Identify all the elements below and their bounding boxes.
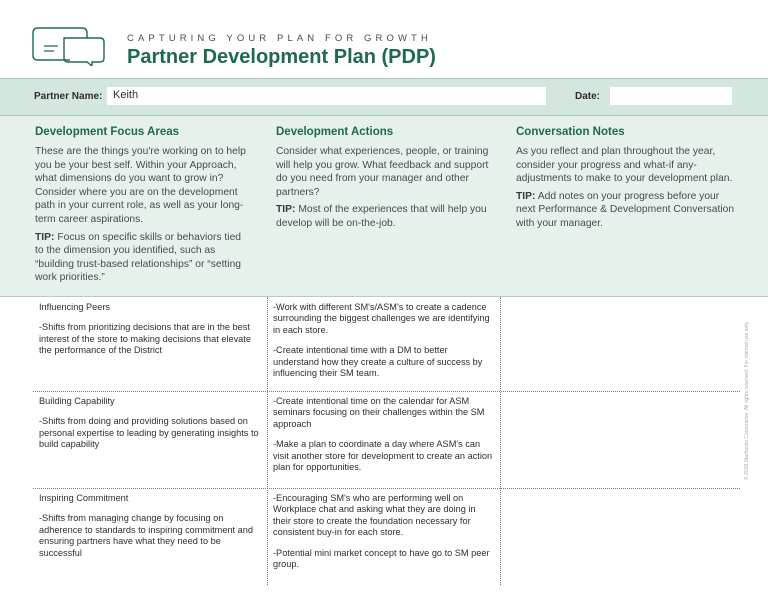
action-item: -Encouraging SM's who are performing well on Workplace chat and asking what they are doing in their store to create the foundation necessary for consistent buy-in for each store. <box>273 493 476 538</box>
action-item: -Create intentional time with a DM to better understand how they create a culture of success by influencing their SM team. <box>273 345 483 379</box>
focus-area-title: Inspiring Commitment <box>39 493 129 503</box>
tip-label: TIP: <box>35 231 55 243</box>
actions-tip <box>276 203 494 230</box>
focus-area-cell[interactable] <box>39 396 261 460</box>
focus-areas-heading: Development Focus Areas <box>35 126 180 138</box>
tip-text: Focus on specific skills or behaviors tied to the dimension you identified, such as “building trust-based relationships” or “setting work priorities.” <box>35 231 242 284</box>
action-item: -Work with different SM's/ASM's to create a cadence surrounding the biggest challenges we are identifying in each store. <box>273 302 490 335</box>
focus-area-detail: -Shifts from prioritizing decisions that are in the best interest of the store to making decisions that elevate the performance of the District <box>39 322 251 356</box>
tip-label: TIP: <box>516 190 536 202</box>
actions-heading: Development Actions <box>276 126 394 138</box>
logo-icon <box>30 24 108 66</box>
focus-area-title: Influencing Peers <box>39 302 110 312</box>
focus-areas-tip <box>35 231 250 285</box>
tip-label: TIP: <box>276 204 296 216</box>
plan-grid <box>0 297 768 594</box>
actions-body: Consider what experiences, people, or training will help you grow. What feedback and support do you need from your manager and other partners? <box>276 146 489 198</box>
partner-name-field[interactable]: Keith <box>107 87 546 105</box>
notes-tip <box>516 190 736 231</box>
partner-name-label: Partner Name: <box>34 91 103 102</box>
action-item: -Potential mini market concept to have go to SM peer group. <box>273 547 490 570</box>
focus-area-detail: -Shifts from managing change by focusing on adherence to standards to inspiring commitment and ensuring partners have what they need to be successful <box>39 513 253 558</box>
focus-area-title: Building Capability <box>39 396 115 406</box>
action-item: -Make a plan to coordinate a day where ASM's can visit another store for development to create an action plan for opportunities. <box>273 439 493 473</box>
actions-cell[interactable] <box>273 396 495 482</box>
actions-cell[interactable] <box>273 302 495 388</box>
actions-cell[interactable] <box>273 493 495 579</box>
plan-row <box>0 488 768 582</box>
notes-body: As you reflect and plan throughout the year, consider your progress and what-if any-adjustments to make to your development plan. <box>516 146 733 185</box>
focus-areas-body: These are the things you're working on to help you be your best self. Within your Approach, what dimensions do you want to grow in? Consider where you are on the development path in your current role, as well as your long- term career aspirations. <box>35 146 246 225</box>
focus-area-detail: -Shifts from doing and providing solutions based on personal expertise to leading by generating insights to build capability <box>39 416 259 450</box>
notes-heading: Conversation Notes <box>516 126 625 138</box>
tip-text: Add notes on your progress before your next Performance & Development Conversation with your manager. <box>516 190 735 229</box>
focus-areas-intro <box>35 126 250 289</box>
notes-intro <box>516 126 736 235</box>
page-header <box>0 0 768 78</box>
plan-row <box>0 297 768 391</box>
copyright-notice: © 2019 Starbucks Corporation. All rights reserved. For internal use only. <box>744 321 750 480</box>
page-title: Partner Development Plan (PDP) <box>127 46 436 68</box>
focus-area-cell[interactable] <box>39 493 261 568</box>
action-item: -Create intentional time on the calendar for ASM seminars focusing on their challenges within the SM approach <box>273 396 485 429</box>
partner-info-bar <box>0 78 768 116</box>
page-subtitle: CAPTURING YOUR PLAN FOR GROWTH <box>127 33 432 44</box>
date-label: Date: <box>575 91 601 102</box>
plan-row <box>0 391 768 485</box>
focus-area-cell[interactable] <box>39 302 261 366</box>
date-field[interactable] <box>610 87 732 105</box>
actions-intro <box>276 126 494 235</box>
tip-text: Most of the experiences that will help you develop will be on-the-job. <box>276 204 487 229</box>
intro-section <box>0 116 768 297</box>
